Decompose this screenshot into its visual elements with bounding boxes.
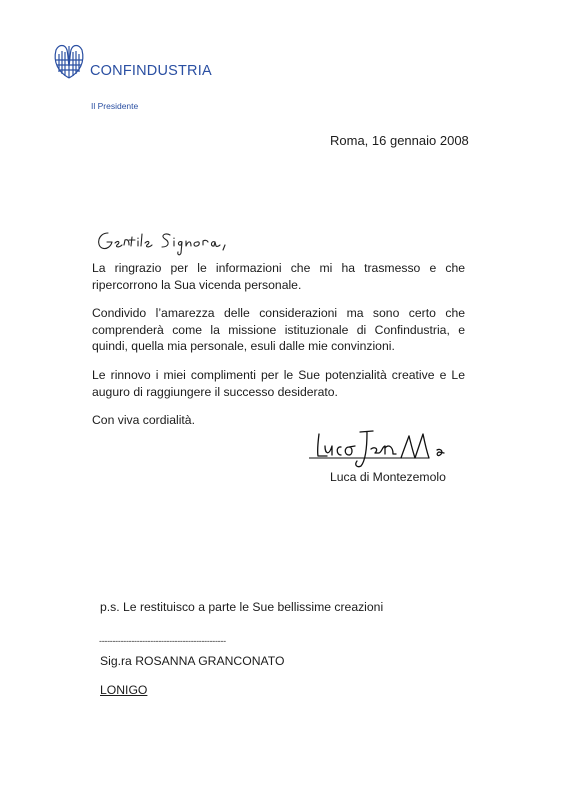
recipient-name: Sig.ra ROSANNA GRANCONATO <box>100 654 285 668</box>
president-title: Il Presidente <box>91 101 139 111</box>
confindustria-emblem-icon <box>50 42 88 80</box>
body-paragraph-1: La ringrazio per le informazioni che mi ha trasmesso e che ripercorrono la Sua vicenda personale. <box>92 261 465 292</box>
separator-line: ----------------------------------------------- <box>99 636 226 646</box>
recipient-city: LONIGO <box>100 683 148 697</box>
confindustria-logo <box>50 42 212 80</box>
closing: Con viva cordialità. <box>92 413 195 428</box>
body-paragraph-2: Condivido l’amarezza delle considerazioni ma sono certo che comprenderà come la missione istituzionale di Confindustria, e quindi, quella mia personale, esuli dalle mie convinzioni. <box>92 306 465 354</box>
signature-script <box>305 422 470 472</box>
body-paragraph-3: Le rinnovo i miei complimenti per le Sue potenzialità creative e Le auguro di raggiungere il successo desiderato. <box>92 367 465 399</box>
handwritten-salutation <box>94 223 244 264</box>
signer-name: Luca di Montezemolo <box>330 470 446 484</box>
postscript: p.s. Le restituisco a parte le Sue bellissime creazioni <box>100 600 384 614</box>
letter-body <box>92 260 465 429</box>
org-name: CONFINDUSTRIA <box>90 63 212 79</box>
salutation-script <box>94 223 244 259</box>
handwritten-signature <box>305 422 470 477</box>
letter-date: Roma, 16 gennaio 2008 <box>330 133 469 148</box>
